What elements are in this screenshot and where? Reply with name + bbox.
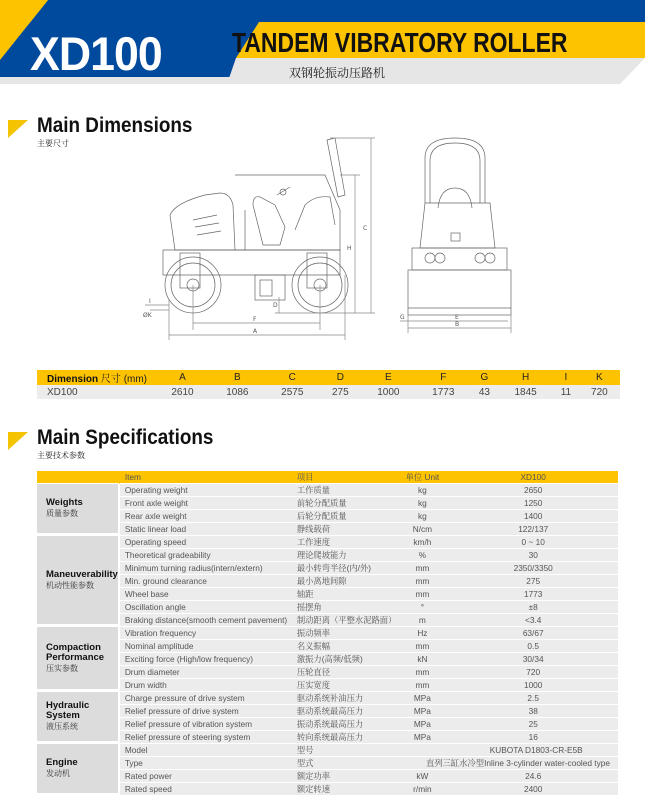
table-row: Braking distance(smooth cement pavement) 制动距离（平整水泥路面） m <3.4 <box>37 614 618 627</box>
table-row: Oscillation angle 摇摆角 ° ±8 <box>37 601 618 614</box>
triangle-marker-icon <box>8 120 28 138</box>
dim-label-c: C <box>363 225 368 232</box>
table-row: Nominal amplitude 名义振幅 mm 0.5 <box>37 640 618 653</box>
col-d: D <box>320 370 361 385</box>
table-row: Wheel base 轴距 mm 1773 <box>37 588 618 601</box>
col-a: A <box>155 370 210 385</box>
table-row: Rear axle weight 后轮分配质量 kg 1400 <box>37 510 618 523</box>
model-name: XD100 <box>30 27 162 80</box>
triangle-marker-icon <box>8 432 28 450</box>
product-subtitle-cn: 双钢轮振动压路机 <box>289 66 386 80</box>
group-engine: Engine 发动机 <box>37 744 120 796</box>
table-row: Exciting force (High/low frequency) 激振力(高频/低频) kN 30/34 <box>37 653 618 666</box>
table-row: Drum width 压实宽度 mm 1000 <box>37 679 618 692</box>
table-row: Rated power 额定功率 kW 24.6 <box>37 770 618 783</box>
group-maneuverability: Maneuverability 机动性能参数 <box>37 536 120 627</box>
section-subtitle-cn: 主要技术参数 <box>37 451 85 460</box>
specifications-table <box>37 471 618 796</box>
page-header <box>0 0 645 84</box>
col-b: B <box>210 370 265 385</box>
dim-label-i: I <box>149 298 151 305</box>
product-title: TANDEM VIBRATORY ROLLER <box>232 27 568 58</box>
dim-label-f: F <box>253 316 257 323</box>
dim-label-g: G <box>400 314 405 321</box>
table-row: Drum diameter 压轮直径 mm 720 <box>37 666 618 679</box>
front-view-drawing <box>400 133 515 345</box>
group-weights: Weights 质量参数 <box>37 484 120 536</box>
col-f: F <box>416 370 471 385</box>
section-subtitle-cn: 主要尺寸 <box>37 139 69 148</box>
table-row: Minimum turning radius(intern/extern) 最小转弯半径(内/外) mm 2350/3350 <box>37 562 618 575</box>
col-k: K <box>579 370 620 385</box>
col-c: C <box>265 370 320 385</box>
spec-table-header: Item 项目 单位 Unit XD100 <box>37 471 618 484</box>
group-compaction-performance: Compaction Performance 压实参数 <box>37 627 120 692</box>
table-row: Relief pressure of steering system 转向系统最高压力 MPa 16 <box>37 731 618 744</box>
col-i: I <box>553 370 579 385</box>
group-hydraulic-system: Hydraulic System 液压系统 <box>37 692 120 744</box>
dim-label-h: H <box>347 245 352 252</box>
dimension-table <box>37 370 620 399</box>
col-g: G <box>471 370 498 385</box>
table-row: Rated speed 额定转速 r/min 2400 <box>37 783 618 796</box>
dimension-header-label: Dimension 尺寸 (mm) <box>37 370 155 385</box>
table-row: Type 型式 直列三缸水冷型Inline 3-cylinder water-cooled type <box>37 757 618 770</box>
dim-label-d: D <box>273 302 278 309</box>
table-row: XD100 2610 1086 2575 275 1000 1773 43 1845 11 720 <box>37 385 620 399</box>
col-e: E <box>361 370 416 385</box>
table-row: Hydraulic System 液压系统 Charge pressure of drive system 驱动系统补油压力 MPa 2.5 <box>37 692 618 705</box>
side-view-drawing <box>135 135 380 345</box>
table-row: Maneuverability 机动性能参数 Operating speed 工作速度 km/h 0 ~ 10 <box>37 536 618 549</box>
dim-label-e: E <box>455 314 459 321</box>
section-title: Main Dimensions <box>37 114 193 137</box>
table-row: Relief pressure of vibration system 振动系统最高压力 MPa 25 <box>37 718 618 731</box>
table-row: Compaction Performance 压实参数 Vibration frequency 振动频率 Hz 63/67 <box>37 627 618 640</box>
dimension-table-header <box>37 370 620 385</box>
table-row: Relief pressure of drive system 驱动系统最高压力 MPa 38 <box>37 705 618 718</box>
table-row: Min. ground clearance 最小离地间隙 mm 275 <box>37 575 618 588</box>
section-title: Main Specifications <box>37 426 214 449</box>
table-row: Engine 发动机 Model 型号 KUBOTA D1803-CR-E5B <box>37 744 618 757</box>
dim-label-a: A <box>253 328 258 335</box>
dim-label-b: B <box>455 321 460 328</box>
table-row: Theoretical gradeability 理论爬坡能力 % 30 <box>37 549 618 562</box>
table-row: Weights 质量参数 Operating weight 工作质量 kg 2650 <box>37 484 618 497</box>
table-row: Static linear load 静线载荷 N/cm 122/137 <box>37 523 618 536</box>
dim-label-k: ØK <box>143 312 152 319</box>
col-h: H <box>498 370 553 385</box>
table-row: Front axle weight 前轮分配质量 kg 1250 <box>37 497 618 510</box>
